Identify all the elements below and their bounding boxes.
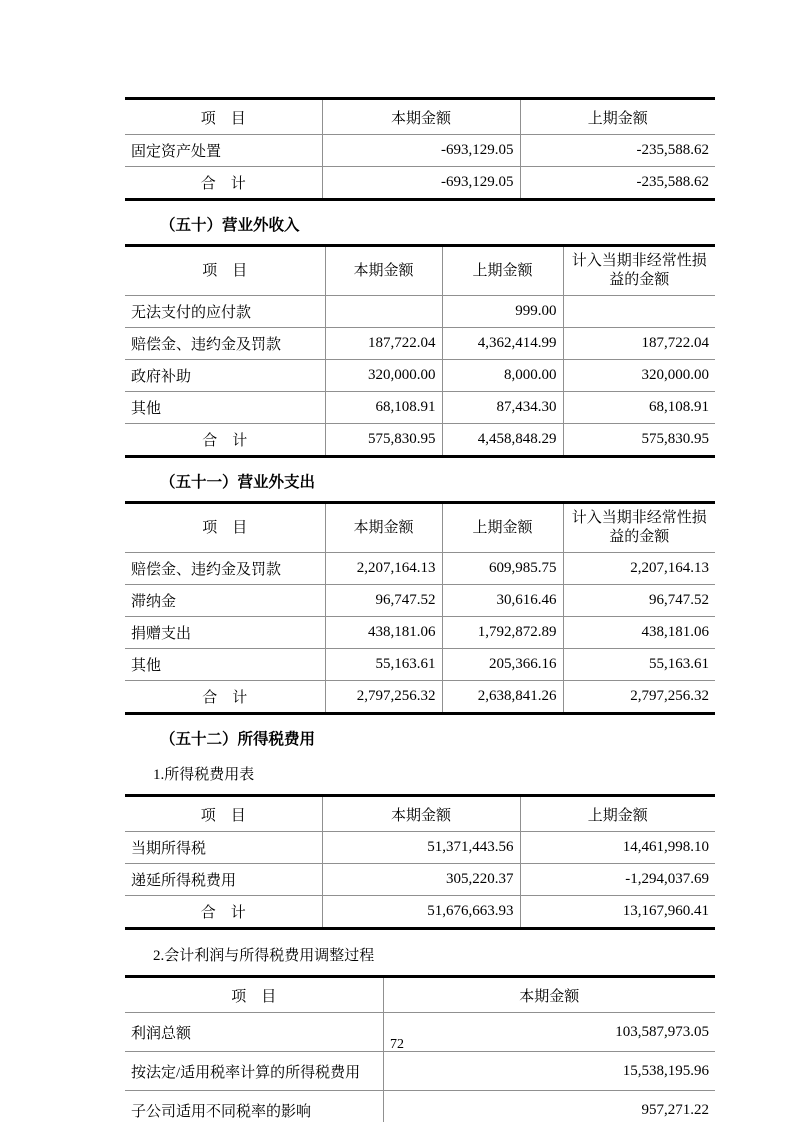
row-nonrecurring-amount: 2,797,256.32: [563, 681, 715, 714]
row-item: 滞纳金: [125, 585, 325, 617]
header-current-amount: 本期金额: [383, 977, 715, 1013]
row-current-amount: 187,722.04: [325, 328, 442, 360]
header-current-amount: 本期金额: [325, 503, 442, 553]
table-row: [125, 1091, 715, 1122]
row-current-amount: -693,129.05: [322, 135, 520, 167]
row-current-amount: 2,207,164.13: [325, 553, 442, 585]
table-row: [125, 585, 715, 617]
row-current-amount: 55,163.61: [325, 649, 442, 681]
row-nonrecurring-amount: [563, 296, 715, 328]
row-prior-amount: 30,616.46: [442, 585, 563, 617]
header-item: 项 目: [125, 246, 325, 296]
subsection-heading-tax-reconciliation: 2.会计利润与所得税费用调整过程: [153, 948, 375, 964]
row-item: 赔偿金、违约金及罚款: [131, 562, 282, 578]
row-current-amount: 305,220.37: [322, 864, 520, 896]
row-item: 合 计: [125, 424, 325, 457]
row-current-amount: 2,797,256.32: [325, 681, 442, 714]
row-item: 捐赠支出: [125, 617, 325, 649]
table-income-tax-expense: [125, 794, 715, 930]
table-nonoperating-expense: [125, 501, 715, 715]
row-prior-amount: 14,461,998.10: [520, 832, 715, 864]
row-prior-amount: 4,362,414.99: [442, 328, 563, 360]
header-prior-amount: 上期金额: [520, 796, 715, 832]
section-heading-50: （五十）营业外收入: [160, 217, 300, 234]
header-current-amount: 本期金额: [325, 246, 442, 296]
table-row: [125, 617, 715, 649]
table-row: [125, 832, 715, 864]
row-current-amount: 103,587,973.05: [383, 1013, 715, 1052]
row-prior-amount: -235,588.62: [520, 135, 715, 167]
row-prior-amount: 13,167,960.41: [520, 896, 715, 929]
row-nonrecurring-amount: 187,722.04: [563, 328, 715, 360]
row-item: 按法定/适用税率计算的所得税费用: [125, 1052, 383, 1091]
row-item: 利润总额: [131, 1025, 192, 1042]
header-item: 项 目: [125, 796, 322, 832]
section-heading-51: （五十一）营业外支出: [160, 474, 316, 491]
table-row: [125, 135, 715, 167]
row-current-amount: 438,181.06: [325, 617, 442, 649]
table-row: [125, 392, 715, 424]
header-item: 项 目: [125, 99, 322, 135]
header-current-amount: 本期金额: [322, 796, 520, 832]
header-item: 项 目: [125, 977, 383, 1013]
row-item: 当期所得税: [131, 841, 207, 857]
row-current-amount: [325, 296, 442, 328]
row-prior-amount: 1,792,872.89: [442, 617, 563, 649]
row-prior-amount: 4,458,848.29: [442, 424, 563, 457]
row-prior-amount: 999.00: [442, 296, 563, 328]
row-current-amount: -693,129.05: [322, 167, 520, 200]
page-content: [125, 97, 715, 1122]
table-header-row: [125, 977, 715, 1013]
table-row: [125, 649, 715, 681]
header-item: 项 目: [125, 503, 325, 553]
row-prior-amount: 2,638,841.26: [442, 681, 563, 714]
header-prior-amount: 上期金额: [442, 246, 563, 296]
row-item: 子公司适用不同税率的影响: [125, 1091, 383, 1122]
table-header-row: [125, 796, 715, 832]
row-current-amount: 957,271.22: [383, 1091, 715, 1122]
table-header-row: [125, 246, 715, 296]
row-current-amount: 15,538,195.96: [383, 1052, 715, 1091]
row-item: 其他: [125, 649, 325, 681]
row-item: 其他: [125, 392, 325, 424]
row-nonrecurring-amount: 438,181.06: [563, 617, 715, 649]
header-prior-amount: 上期金额: [520, 99, 715, 135]
row-nonrecurring-amount: 68,108.91: [563, 392, 715, 424]
table-row: [125, 553, 715, 585]
row-prior-amount: 205,366.16: [442, 649, 563, 681]
row-current-amount: 51,676,663.93: [322, 896, 520, 929]
row-item: 无法支付的应付款: [131, 305, 252, 321]
row-item: 固定资产处置: [131, 144, 222, 160]
row-item: 合 计: [125, 167, 322, 200]
row-prior-amount: -235,588.62: [520, 167, 715, 200]
header-nonrecurring-amount: 计入当期非经常性损益的金额: [563, 246, 715, 296]
row-item: 合 计: [125, 896, 322, 929]
row-current-amount: 96,747.52: [325, 585, 442, 617]
row-item: 递延所得税费用: [125, 864, 322, 896]
table-row: [125, 1052, 715, 1091]
row-item: 合 计: [125, 681, 325, 714]
table-total-row: [125, 167, 715, 200]
row-current-amount: 51,371,443.56: [322, 832, 520, 864]
row-prior-amount: 609,985.75: [442, 553, 563, 585]
table-row: [125, 296, 715, 328]
row-item: 赔偿金、违约金及罚款: [125, 328, 325, 360]
table-row: [125, 328, 715, 360]
row-current-amount: 68,108.91: [325, 392, 442, 424]
row-current-amount: 575,830.95: [325, 424, 442, 457]
header-nonrecurring-amount: 计入当期非经常性损益的金额: [563, 503, 715, 553]
table-row: [125, 864, 715, 896]
subsection-heading-income-tax-table: 1.所得税费用表: [153, 767, 255, 783]
table-fixed-asset-disposal: [125, 97, 715, 201]
row-nonrecurring-amount: 96,747.52: [563, 585, 715, 617]
table-total-row: [125, 681, 715, 714]
table-header-row: [125, 99, 715, 135]
table-total-row: [125, 896, 715, 929]
table-total-row: [125, 424, 715, 457]
header-prior-amount: 上期金额: [442, 503, 563, 553]
table-header-row: [125, 503, 715, 553]
row-current-amount: 320,000.00: [325, 360, 442, 392]
row-prior-amount: 87,434.30: [442, 392, 563, 424]
row-nonrecurring-amount: 575,830.95: [563, 424, 715, 457]
row-prior-amount: -1,294,037.69: [520, 864, 715, 896]
row-nonrecurring-amount: 320,000.00: [563, 360, 715, 392]
row-item: 政府补助: [125, 360, 325, 392]
row-nonrecurring-amount: 55,163.61: [563, 649, 715, 681]
row-nonrecurring-amount: 2,207,164.13: [563, 553, 715, 585]
page-number: 72: [390, 1037, 404, 1052]
section-heading-52: （五十二）所得税费用: [160, 731, 316, 748]
header-current-amount: 本期金额: [322, 99, 520, 135]
row-prior-amount: 8,000.00: [442, 360, 563, 392]
table-nonoperating-income: [125, 244, 715, 458]
table-row: [125, 360, 715, 392]
